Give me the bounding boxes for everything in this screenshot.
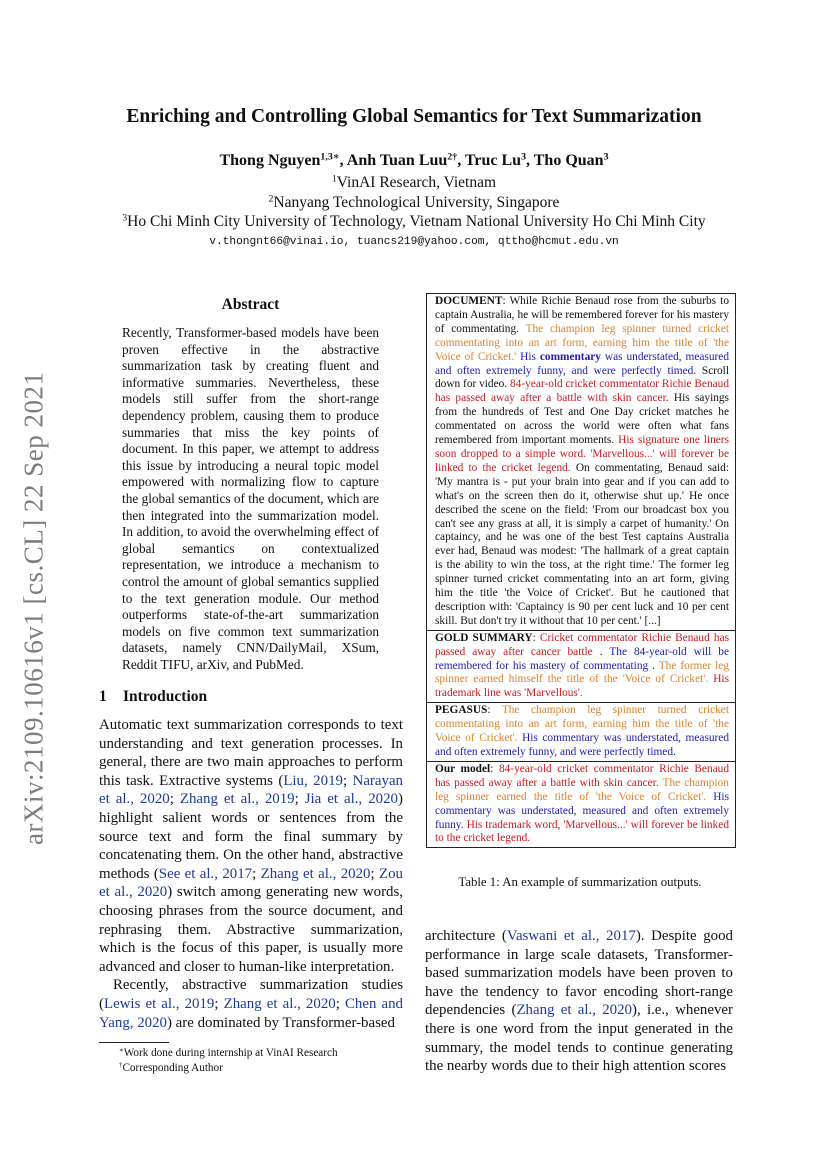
plain-text: : While Richie Benaud rose from the suburbs to captain Australia, he will be remembered forever for his mastery of commentating. bbox=[435, 295, 729, 335]
highlight-blue: His bbox=[516, 350, 540, 363]
citation-separator: ; bbox=[370, 865, 379, 882]
abstract-heading: Abstract bbox=[221, 296, 280, 313]
author-list: Thong Nguyen$^{1,3∗}$, Anh Tuan Luu$^{2\dagger}$, Truc Lu$^3$, Tho Quan$^3$ bbox=[219, 151, 609, 169]
citation-link[interactable]: Vaswani et al., 2017 bbox=[506, 928, 636, 944]
footnote-text: Work done during internship at VinAI Research bbox=[123, 1047, 338, 1059]
citation-link[interactable]: Jia et al., 2020 bbox=[304, 791, 398, 808]
cell-label: GOLD SUMMARY bbox=[435, 631, 533, 644]
paragraph-text: ) switch among generating new words, choosing phrases from the source document, and rephrasing them. Abstractive summarization, which is the focus of this paper, is usually more advanced and closer to human-like interpretation. bbox=[99, 884, 403, 975]
footnote-marker: † bbox=[119, 1061, 123, 1070]
pegasus-cell bbox=[427, 702, 735, 761]
intro-paragraph-continued bbox=[425, 927, 733, 1076]
citation-separator: ; bbox=[214, 995, 224, 1012]
cell-label: PEGASUS bbox=[435, 704, 488, 717]
footnote-text: Corresponding Author bbox=[122, 1062, 223, 1074]
highlight-red: His signature one liners soon dropped to a simple word. 'Marvellous...' will forever be linked to the cricket legend. bbox=[435, 434, 729, 474]
intro-left-column bbox=[99, 716, 403, 1032]
highlight-red: Cricket commentator Richie Benaud has passed away after cancer battle bbox=[435, 631, 729, 658]
citation-link[interactable]: Chen and Yang, 2020 bbox=[99, 995, 404, 1031]
citation-link[interactable]: Zhang et al., 2020 bbox=[516, 1002, 632, 1019]
citation-separator: ; bbox=[252, 865, 261, 882]
plain-text: . His sayings from the hundreds of Test and One Day cricket matches he commentated on across the world were often what fans remembered from important moments. bbox=[435, 392, 729, 447]
author-marker: 3 bbox=[521, 151, 527, 163]
highlight-red: 84-year-old cricket commentator Richie Benaud has passed away after a battle with skin cancer bbox=[435, 378, 730, 405]
plain-text: : bbox=[490, 762, 499, 775]
author-name: Truc Lu bbox=[464, 152, 522, 169]
paragraph-text: ), i.e., whenever there is one word from the input generated in the summary, the model tends to continue generating the nearby words due to their high attention scores bbox=[425, 1002, 733, 1075]
highlight-orange: The champion leg spinner turned cricket commentating into an art form, earning him the title of 'the Voice of Cricket.' bbox=[435, 322, 729, 363]
affiliation-marker: 1 bbox=[331, 173, 337, 185]
footnote-divider bbox=[99, 1042, 169, 1043]
affiliation bbox=[60, 213, 768, 231]
section-heading bbox=[99, 688, 207, 706]
intro-paragraph-1 bbox=[99, 716, 403, 976]
plain-text: . bbox=[592, 645, 610, 658]
author-name: Thong Nguyen bbox=[219, 152, 321, 169]
paragraph-text: ) highlight salient words or sentences from the source text and form the final summary by concatenating them. On the other hand, abstractive methods ( bbox=[99, 791, 403, 882]
arxiv-identifier: arXiv:2109.10616v1 [cs.CL] 22 Sep 2021 bbox=[18, 371, 49, 845]
affiliation-marker: 3 bbox=[122, 212, 128, 224]
paragraph-text: Recently, abstractive summarization studies ( bbox=[99, 977, 403, 1012]
paragraph-text: architecture ( bbox=[425, 928, 507, 944]
citation-link[interactable]: Zhang et al., 2020 bbox=[260, 865, 371, 882]
paragraph-text: ). Despite good performance in large scale datasets, Transformer-based summarization models have been proven to have the tendency to favor encoding short-range dependencies ( bbox=[425, 928, 734, 1019]
author-name: Anh Tuan Luu bbox=[346, 152, 448, 169]
affiliation-text: VinAI Research, Vietnam bbox=[336, 174, 497, 191]
highlight-blue-bold: commentary bbox=[539, 350, 601, 363]
document-cell bbox=[427, 294, 735, 630]
plain-text: : bbox=[487, 704, 502, 717]
our-model-cell bbox=[427, 761, 735, 847]
plain-text: . bbox=[648, 659, 659, 672]
intro-right-column bbox=[425, 927, 733, 1076]
footnote bbox=[99, 1061, 403, 1076]
highlight-red: His trademark line was 'Marvellous'. bbox=[435, 673, 729, 700]
author-emails: v.thongnt66@vinai.io, tuancs219@yahoo.com, qttho@hcmut.edu.vn bbox=[209, 236, 619, 248]
author-marker: 1,3∗ bbox=[320, 151, 340, 163]
table-caption: Table 1: An example of summarization outputs. bbox=[458, 875, 702, 889]
highlight-red: 84-year-old cricket commentator Richie Benaud has passed away after a battle with skin cancer. bbox=[435, 762, 730, 789]
affiliation-text: Ho Chi Minh City University of Technology, Vietnam National University Ho Chi Minh City bbox=[127, 213, 706, 230]
affiliation-text: Nanyang Technological University, Singapore bbox=[273, 194, 560, 211]
section-number: 1 bbox=[99, 688, 107, 705]
highlight-orange: The former leg spinner earned himself the title of the 'Voice of Cricket'. bbox=[435, 659, 729, 686]
citation-link[interactable]: Liu, 2019 bbox=[283, 772, 343, 789]
intro-paragraph-2 bbox=[99, 976, 403, 1032]
cell-label: Our model bbox=[435, 762, 491, 775]
section-title: Introduction bbox=[123, 688, 208, 705]
highlight-orange: The champion leg spinner earned the title of 'the Voice of Cricket'. bbox=[435, 776, 729, 803]
footnote-marker: ∗ bbox=[119, 1046, 124, 1055]
citation-separator: ; bbox=[169, 791, 180, 808]
citation-separator: ; bbox=[294, 791, 305, 808]
author-marker: 2† bbox=[447, 151, 458, 163]
citation-link[interactable]: Narayan et al., 2020 bbox=[99, 772, 403, 808]
plain-text: Scroll down for video. bbox=[435, 364, 729, 391]
highlight-blue: His commentary was understated, measured and often extremely funny, and were perfectly timed. bbox=[435, 732, 730, 758]
citation-link[interactable]: Zhang et al., 2020 bbox=[223, 995, 336, 1012]
citation-link[interactable]: Zhang et al., 2019 bbox=[179, 791, 295, 808]
affiliation-marker: 2 bbox=[268, 193, 274, 205]
gold-summary-cell bbox=[427, 630, 735, 703]
footnote bbox=[99, 1046, 403, 1061]
affiliation bbox=[60, 174, 768, 192]
paragraph-text: Automatic text summarization corresponds to text understanding and text generation processes. In general, there are two main approaches to perform this task. Extractive systems ( bbox=[99, 717, 403, 789]
abstract-body: Recently, Transformer-based models have been proven effective in the abstractive summarization task by creating fluent and informative summaries. Nevertheless, these models still suffer from the short-range dependency problem, causing them to produce summaries that miss the key points of document. In this paper, we attempt to address this issue by introducing a neural topic model empowered with normalizing flow to capture the global semantics of the document, which are then integrated into the summarization model. In addition, to avoid the overwhelming effect of global semantics on contextualized representation, we introduce a mechanism to control the amount of global semantics supplied to the text generation module. Our method outperforms state-of-the-art summarization models on five common text summarization datasets, namely CNN/DailyMail, XSum, Reddit TIFU, arXiv, and PubMed. bbox=[122, 325, 379, 672]
footnotes bbox=[99, 1046, 403, 1076]
highlight-orange: The champion leg spinner turned cricket commentating into an art form, earning him the title of 'the Voice of Cricket'. bbox=[435, 704, 729, 745]
plain-text: On commentating, Benaud said: 'My mantra is - put your brain into gear and if you can add to what's on the screen then do it, otherwise shut up.' He once described the scene on the field: 'From our broadcast box you can't see any grass at all, it is simply a carpet of humanity.' On captaincy, and he was one of the best Test captains Australia ever had, Benaud was modest: 'The hallmark of a great captain is the ability to win the toss, at the right time.' The former leg spinner turned cricket commentating into an art form, giving him the title 'the Voice of Cricket'. But he cautioned that description with: 'Captaincy is 90 per cent luck and 10 per cent skill. But don't try it without that 10 per cent.' [...] bbox=[435, 461, 730, 627]
highlight-blue: was understated, measured and often extremely funny, and were perfectly timed. bbox=[435, 350, 730, 377]
cell-label: DOCUMENT bbox=[435, 295, 503, 307]
author-name: Tho Quan bbox=[533, 152, 604, 169]
summary-example-table bbox=[426, 293, 736, 848]
citation-link[interactable]: Zou et al., 2020 bbox=[99, 865, 403, 901]
citation-separator: ; bbox=[335, 995, 345, 1012]
citation-separator: ; bbox=[342, 772, 353, 789]
paper-title: Enriching and Controlling Global Semantics for Text Summarization bbox=[126, 106, 702, 127]
affiliation bbox=[60, 194, 768, 212]
highlight-blue: His commentary was understated, measured and often extremely funny. bbox=[435, 790, 729, 831]
author-marker: 3 bbox=[603, 151, 609, 163]
highlight-red: His trademark word, 'Marvellous...' will forever be linked to the cricket legend. bbox=[435, 818, 729, 845]
paragraph-text: ) are dominated by Transformer-based bbox=[167, 1014, 395, 1031]
plain-text: : bbox=[532, 631, 540, 644]
highlight-blue: The 84-year-old will be remembered for his mastery of commentating bbox=[435, 645, 729, 672]
citation-link[interactable]: Lewis et al., 2019 bbox=[103, 995, 215, 1012]
citation-link[interactable]: See et al., 2017 bbox=[158, 865, 253, 882]
